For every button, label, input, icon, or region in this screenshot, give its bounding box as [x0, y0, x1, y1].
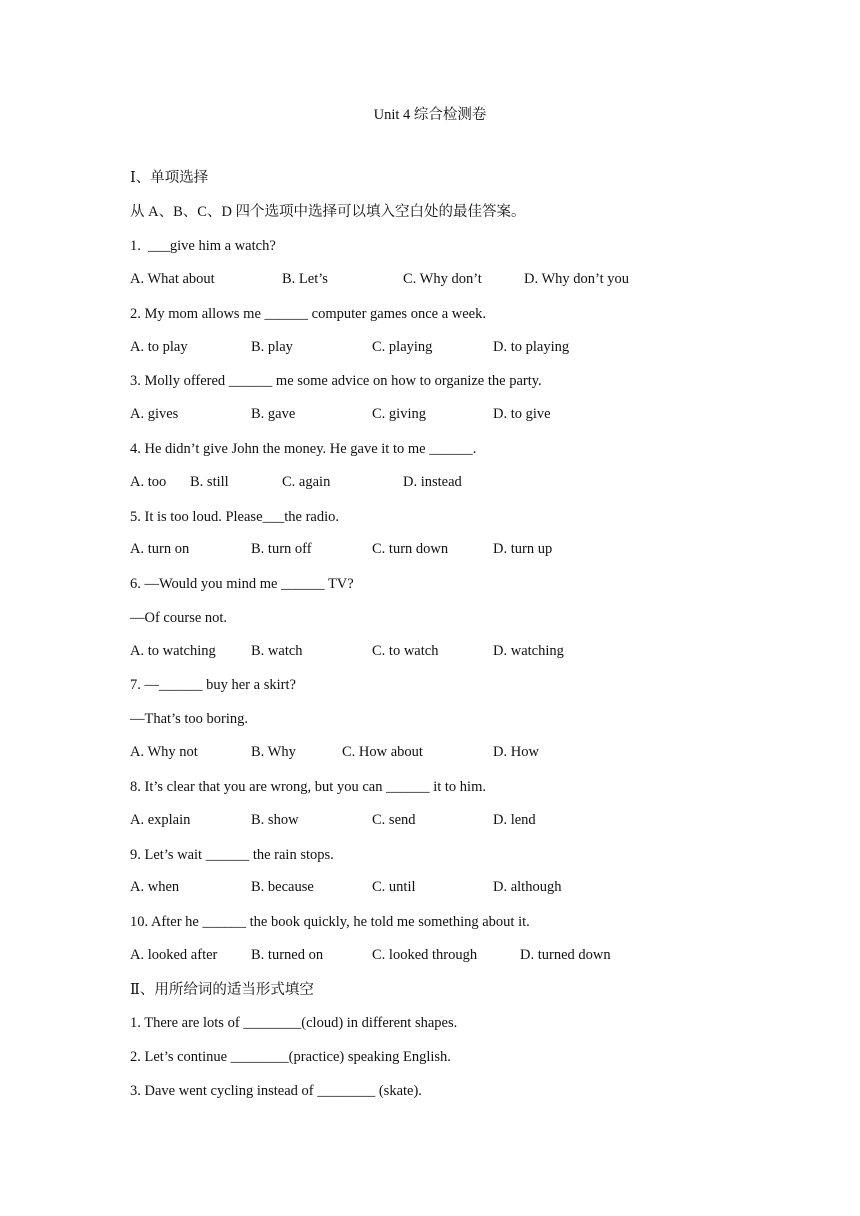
option: C. Why don’t	[403, 271, 482, 287]
question-9-stem: 9. Let’s wait ______ the rain stops.	[130, 847, 334, 863]
question-6-answer: —Of course not.	[130, 610, 228, 626]
fill-blank-item-1: 1. There are lots of ________(cloud) in different shapes.	[130, 1015, 458, 1031]
option: B. still	[190, 474, 229, 490]
page-title: Unit 4 综合检测卷	[373, 107, 487, 123]
option: B. watch	[251, 643, 303, 659]
option: A. gives	[130, 406, 179, 422]
question-7-stem: 7. —______ buy her a skirt?	[130, 677, 296, 693]
question-2-stem: 2. My mom allows me ______ computer games once a week.	[130, 306, 486, 322]
option: D. instead	[403, 474, 462, 490]
option: C. looked through	[372, 947, 478, 963]
option: D. watching	[493, 643, 564, 659]
option: D. turned down	[520, 947, 611, 963]
question-5-stem: 5. It is too loud. Please___the radio.	[130, 509, 340, 525]
option: D. lend	[493, 812, 536, 828]
question-10-stem: 10. After he ______ the book quickly, he told me something about it.	[130, 914, 530, 930]
question-3-stem: 3. Molly offered ______ me some advice on how to organize the party.	[130, 373, 542, 389]
option: B. Why	[251, 744, 296, 760]
option: A. What about	[130, 271, 215, 287]
option: B. play	[251, 339, 293, 355]
option: B. turned on	[251, 947, 324, 963]
option: C. playing	[372, 339, 433, 355]
option: A. explain	[130, 812, 191, 828]
section-1-instruction: 从 A、B、C、D 四个选项中选择可以填入空白处的最佳答案。	[130, 204, 526, 220]
option: C. send	[372, 812, 416, 828]
option: C. again	[282, 474, 331, 490]
option: A. looked after	[130, 947, 218, 963]
option: A. too	[130, 474, 167, 490]
option: D. Why don’t you	[524, 271, 629, 287]
question-6-stem: 6. —Would you mind me ______ TV?	[130, 576, 354, 592]
option: C. How about	[342, 744, 423, 760]
option: B. because	[251, 879, 314, 895]
question-7-answer: —That’s too boring.	[130, 711, 249, 727]
option: C. until	[372, 879, 416, 895]
option: A. turn on	[130, 541, 190, 557]
option: C. to watch	[372, 643, 439, 659]
section-1-heading: Ⅰ、单项选择	[130, 170, 209, 186]
option: B. gave	[251, 406, 296, 422]
question-8-stem: 8. It’s clear that you are wrong, but you can ______ it to him.	[130, 779, 486, 795]
option: B. turn off	[251, 541, 312, 557]
option: D. turn up	[493, 541, 553, 557]
option: A. to watching	[130, 643, 216, 659]
fill-blank-item-3: 3. Dave went cycling instead of ________ (skate).	[130, 1083, 422, 1099]
option: B. Let’s	[282, 271, 328, 287]
question-1-stem: 1. ___give him a watch?	[130, 238, 276, 254]
fill-blank-item-2: 2. Let’s continue ________(practice) speaking English.	[130, 1049, 451, 1065]
option: A. when	[130, 879, 180, 895]
section-2-heading: Ⅱ、用所给词的适当形式填空	[130, 982, 314, 998]
option: C. giving	[372, 406, 426, 422]
option: D. to playing	[493, 339, 570, 355]
option: C. turn down	[372, 541, 449, 557]
question-4-stem: 4. He didn’t give John the money. He gave it to me ______.	[130, 441, 477, 457]
option: D. to give	[493, 406, 551, 422]
option: D. How	[493, 744, 539, 760]
option: A. Why not	[130, 744, 198, 760]
option: B. show	[251, 812, 299, 828]
option: A. to play	[130, 339, 188, 355]
option: D. although	[493, 879, 562, 895]
